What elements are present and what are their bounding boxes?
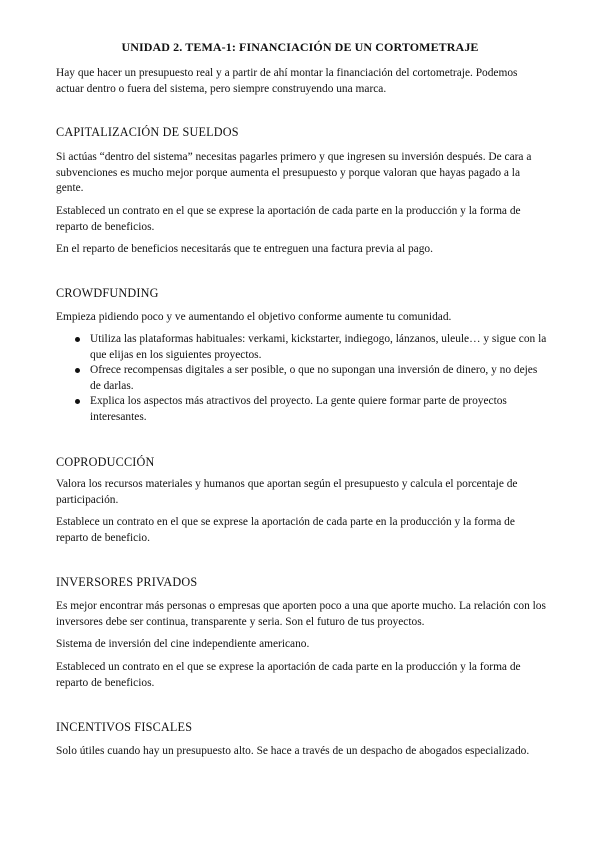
paragraph: Estableced un contrato en el que se exprese la aportación de cada parte en la producción y la forma de reparto de beneficios. [56,661,521,689]
section-body-capitalizacion-3 [56,242,548,258]
paragraph: Sistema de inversión del cine independiente americano. [56,638,310,650]
intro-paragraph [56,66,548,97]
section-body-incentivos [56,744,548,760]
section-heading-capitalizacion: CAPITALIZACIÓN DE SUELDOS [56,125,239,139]
crowdfunding-bullet-list [56,332,548,425]
paragraph: Es mejor encontrar más personas o empresas que aporten poco a una que aporte mucho. La relación con los inversores debe ser continua, transparente y seria. Son el futuro de tus proyectos. [56,600,546,628]
list-item: Utiliza las plataformas habituales: verkami, kickstarter, indiegogo, lánzanos, uleule… y sigue con la que elijas en los siguientes proyectos. [56,332,548,363]
paragraph: Estableced un contrato en el que se exprese la aportación de cada parte en la producción y la forma de reparto de beneficios. [56,205,521,233]
section-body-coproduccion [56,477,548,508]
section-body-inversores-3 [56,660,548,691]
section-heading-crowdfunding: CROWDFUNDING [56,286,159,300]
paragraph: En el reparto de beneficios necesitarás que te entreguen una factura previa al pago. [56,243,433,255]
paragraph: Establece un contrato en el que se exprese la aportación de cada parte en la producción y la forma de reparto de beneficio. [56,516,515,544]
paragraph: Hay que hacer un presupuesto real y a partir de ahí montar la financiación del cortometraje. Podemos actuar dentro o fuera del sistema, pero siempre construyendo una marca. [56,67,518,95]
section-body-capitalizacion-2 [56,204,548,235]
section-body-inversores-2 [56,637,548,653]
section-body-coproduccion-2 [56,515,548,546]
section-body-capitalizacion [56,150,548,197]
paragraph: Si actúas “dentro del sistema” necesitas pagarles primero y que ingresen su inversión después. De cara a subvenciones es mucho mejor porque aumenta el presupuesto y porque valoran que hayas pagado a la gente. [56,151,532,194]
paragraph: Valora los recursos materiales y humanos que aportan según el presupuesto y calcula el porcentaje de participación. [56,478,518,506]
paragraph: Empieza pidiendo poco y ve aumentando el objetivo conforme aumente tu comunidad. [56,311,452,323]
list-item: Ofrece recompensas digitales a ser posible, o que no supongan una inversión de dinero, y no dejes de darlas. [56,363,548,394]
section-body-crowdfunding [56,310,548,326]
page-title: UNIDAD 2. TEMA-1: FINANCIACIÓN DE UN CORTOMETRAJE [121,40,479,54]
paragraph: Solo útiles cuando hay un presupuesto alto. Se hace a través de un despacho de abogados especializado. [56,745,530,757]
section-heading-incentivos: INCENTIVOS FISCALES [56,720,193,734]
section-heading-coproduccion: COPRODUCCIÓN [56,455,155,469]
section-body-inversores [56,599,548,630]
section-heading-inversores: INVERSORES PRIVADOS [56,575,198,589]
list-item: Explica los aspectos más atractivos del proyecto. La gente quiere formar parte de proyectos interesantes. [56,394,548,425]
